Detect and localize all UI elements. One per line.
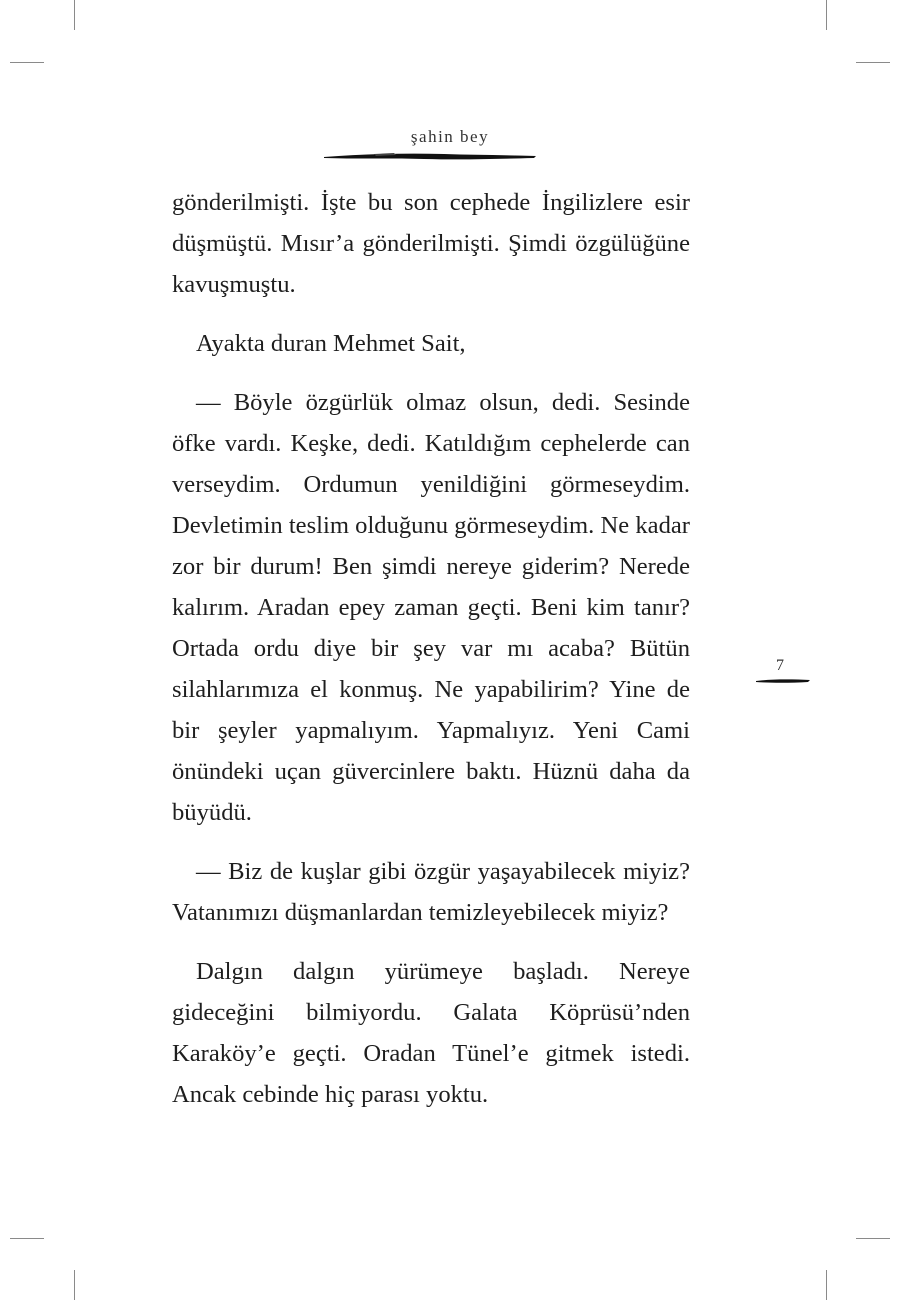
crop-mark-top-left-h [10, 62, 44, 63]
paragraph: — Böyle özgürlük olmaz olsun, dedi. Sesinde öfke vardı. Keşke, dedi. Katıldığım cephelerde can verseydim. Ordumun yenildiğini görmeseydim. Devletimin teslim olduğunu görmeseydim. Ne kadar zor bir durum! Ben şimdi nereye giderim? Nerede kalırım. Aradan epey zaman geçti. Beni kim tanır? Ortada ordu diye bir şey var mı acaba? Bütün silahlarımıza el konmuş. Ne yapabilirim? Yine de bir şeyler yapmalıyım. Yapmalıyız. Yeni Cami önündeki uçan güvercinlere baktı. Hüznü daha da büyüdü. [172, 389, 690, 826]
page-number: 7 [776, 657, 784, 674]
crop-mark-bottom-left-h [10, 1238, 44, 1239]
crop-mark-bottom-right-h [856, 1238, 890, 1239]
folio-brush-stroke [756, 677, 810, 685]
brush-stroke-ornament [324, 150, 536, 162]
paragraph: — Biz de kuşlar gibi özgür yaşayabilecek miyiz? Vatanımızı düşmanlardan temizleyebilecek miyiz? [172, 858, 690, 926]
body-text [172, 182, 690, 1115]
running-head: şahin bey [410, 127, 490, 146]
crop-mark-top-right [826, 0, 827, 30]
crop-mark-top-right-h [856, 62, 890, 63]
crop-mark-bottom-left [74, 1270, 75, 1300]
paragraph: Ayakta duran Mehmet Sait, [196, 330, 466, 357]
crop-mark-bottom-right [826, 1270, 827, 1300]
paragraph: gönderilmişti. İşte bu son cephede İngilizlere esir düşmüştü. Mısır’a gönderilmişti. Şimdi özgülüğüne kavuşmuştu. [172, 189, 690, 298]
crop-mark-top-left [74, 0, 75, 30]
paragraph: Dalgın dalgın yürümeye başladı. Nereye gideceğini bilmiyordu. Galata Köprüsü’nden Karaköy’e geçti. Oradan Tünel’e gitmek istedi. Ancak cebinde hiç parası yoktu. [172, 958, 690, 1108]
